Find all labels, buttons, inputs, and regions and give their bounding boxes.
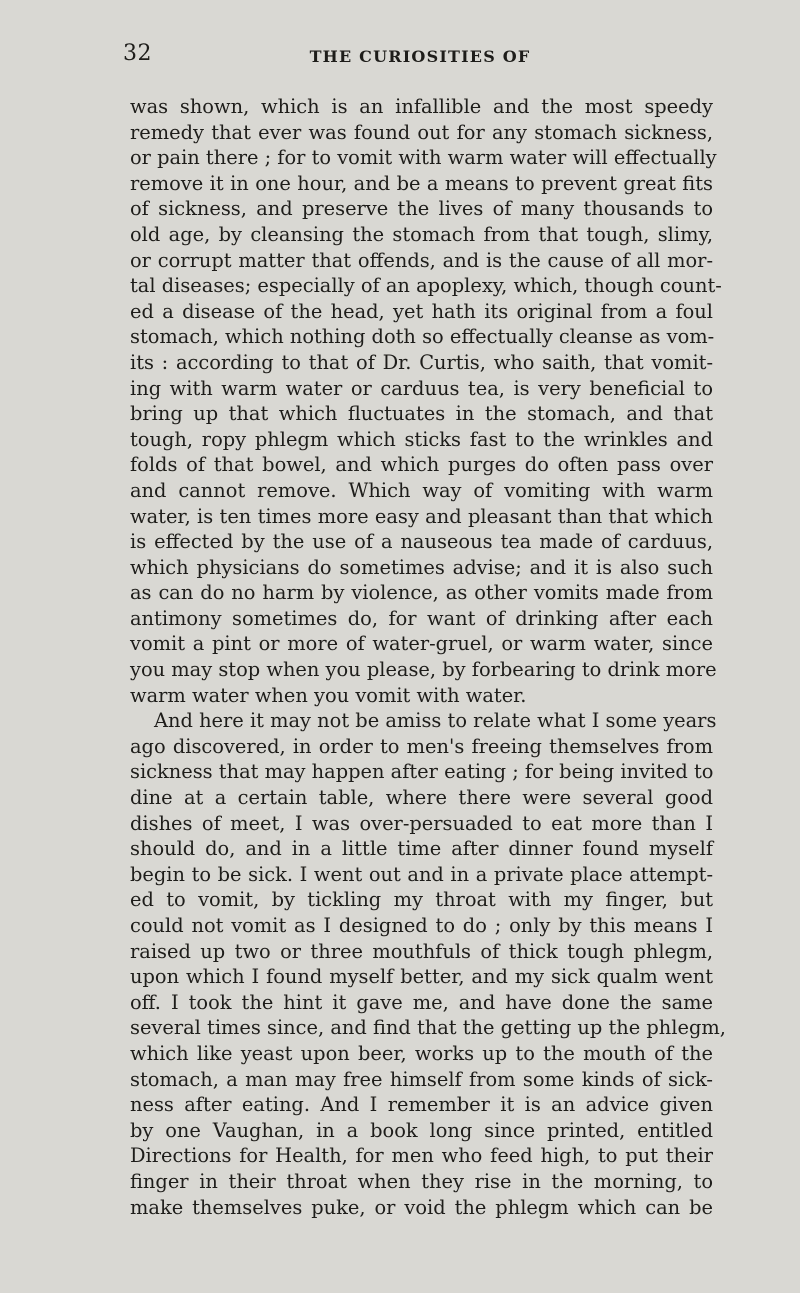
text-line: or pain there ; for to vomit with warm water will effectually [130,146,717,170]
text-line: which physicians do sometimes advise; and it is also such [130,555,713,579]
text-line: upon which I found myself better, and my sick qualm went [130,965,713,989]
paragraph-start-line: And here it may not be amiss to relate what I some years [154,709,717,733]
text-line: is effected by the use of a nauseous tea made of carduus, [130,530,713,554]
text-line: bring up that which fluctuates in the stomach, and that [130,402,713,426]
text-line: old age, by cleansing the stomach from that tough, slimy, [130,222,713,246]
text-line: ed to vomit, by tickling my throat with my finger, but [130,888,713,912]
text-line: remove it in one hour, and be a means to prevent great fits [130,171,713,195]
text-line: antimony sometimes do, for want of drinking after each [130,606,713,630]
text-line: remedy that ever was found out for any stomach sickness, [130,120,713,144]
running-title: THE CURIOSITIES OF [309,47,531,66]
text-line: which like yeast upon beer, works up to the mouth of the [130,1041,713,1065]
paragraph-end-line: warm water when you vomit with water. [130,683,527,707]
text-line: stomach, a man may free himself from some kinds of sick- [130,1067,713,1091]
text-line: tough, ropy phlegm which sticks fast to the wrinkles and [130,427,713,451]
text-line: as can do no harm by violence, as other vomits made from [130,581,713,605]
text-line: could not vomit as I designed to do ; only by this means I [130,914,713,937]
text-line: tal diseases; especially of an apoplexy, which, though count- [130,274,722,298]
text-line: by one Vaughan, in a book long since printed, entitled [130,1118,713,1142]
text-line: its : according to that of Dr. Curtis, who saith, that vomit- [130,350,713,374]
text-line: stomach, which nothing doth so effectually cleanse as vom- [130,325,715,349]
text-line: ago discovered, in order to men's freeing themselves from [130,734,713,758]
text-line: vomit a pint or more of water-gruel, or warm water, since [130,632,713,656]
text-line: or corrupt matter that offends, and is the cause of all mor- [130,248,713,272]
text-line: sickness that may happen after eating ; for being invited to [130,760,714,784]
text-line: finger in their throat when they rise in the morning, to [130,1169,713,1193]
text-line: off. I took the hint it gave me, and have done the same [130,990,713,1014]
text-line: water, is ten times more easy and pleasant than that which [130,504,713,528]
text-line: dishes of meet, I was over-persuaded to eat more than I [130,811,713,835]
text-line: ed a disease of the head, yet hath its original from a foul [130,299,713,323]
text-line: was shown, which is an infallible and the most speedy [130,95,713,118]
text-line: ness after eating. And I remember it is an advice given [130,1093,713,1117]
text-line: make themselves puke, or void the phlegm which can be [130,1195,713,1219]
page-number: 32 [123,41,152,66]
text-line: dine at a certain table, where there were several good [130,786,713,810]
text-line: several times since, and find that the getting up the phlegm, [130,1016,726,1040]
text-line: begin to be sick. I went out and in a private place attempt- [130,862,713,886]
text-line: Directions for Health, for men who feed high, to put their [130,1144,713,1168]
text-line: should do, and in a little time after dinner found myself [130,837,713,861]
text-line: you may stop when you please, by forbearing to drink more [130,658,717,682]
text-line: folds of that bowel, and which purges do often pass over [130,453,713,477]
text-line: ing with warm water or carduus tea, is very beneficial to [130,376,713,400]
text-line: raised up two or three mouthfuls of thick tough phlegm, [130,939,713,963]
text-line: of sickness, and preserve the lives of many thousands to [130,197,713,221]
text-line: and cannot remove. Which way of vomiting with warm [130,478,713,502]
body-text [130,94,726,1220]
